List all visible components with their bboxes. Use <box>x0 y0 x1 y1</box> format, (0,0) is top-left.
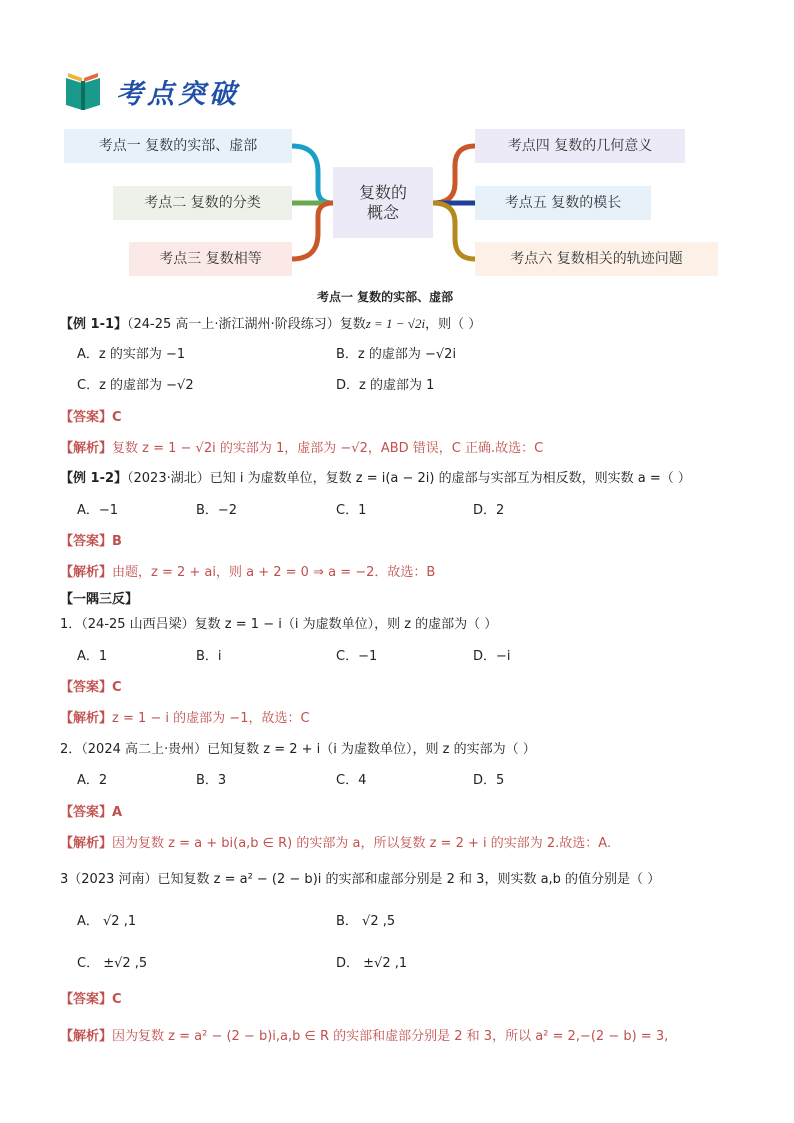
mindmap-topic-4: 考点四 复数的几何意义 <box>475 129 685 163</box>
ex12-analysis-tag: 【解析】 <box>60 565 113 580</box>
mindmap-topic-1: 考点一 复数的实部、虚部 <box>64 129 292 163</box>
ex12-option-c: C．1 <box>336 503 367 518</box>
q3-answer-value: C <box>112 992 122 1007</box>
q1-analysis-tag: 【解析】 <box>60 711 113 726</box>
q2-question: 2．（2024 高二上·贵州）已知复数 z = 2 + i（i 为虚数单位），则 z 的实部为（ ） <box>60 742 536 757</box>
practice-tag: 【一隅三反】 <box>60 592 139 607</box>
ex11-answer-tag: 【答案】 <box>60 410 113 425</box>
ex12-stem: （2023·湖北）已知 i 为虚数单位，复数 z = i(a − 2i) 的虚部与实部互为相反数，则实数 a =（ ） <box>127 471 691 486</box>
mindmap-topic-6: 考点六 复数相关的轨迹问题 <box>475 242 718 276</box>
q1-question: 1．（24-25 山西吕梁）复数 z = 1 − i（i 为虚数单位），则 z 的虚部为（ ） <box>60 617 498 632</box>
mindmap-topic-2: 考点二 复数的分类 <box>113 186 292 220</box>
mindmap-topic-5: 考点五 复数的模长 <box>475 186 651 220</box>
q2-analysis <box>60 836 611 852</box>
q1-analysis-text: z = 1 − i 的虚部为 −1，故选：C <box>112 711 310 726</box>
q2-answer-value: A <box>112 805 123 820</box>
ex12-answer-value: B <box>112 534 122 549</box>
q3-option-b: B． √2 ,5 <box>336 914 396 929</box>
ex11-option-b: B．z 的虚部为 −√2i <box>336 347 457 362</box>
q3-analysis-text: 因为复数 z = a² − (2 − b)i,a,b ∈ R 的实部和虚部分别是 2 和 3，所以 a² = 2,−(2 − b) = 3, <box>112 1029 669 1044</box>
ex12-answer-tag: 【答案】 <box>60 534 113 549</box>
q3-question: 3（2023 河南）已知复数 z = a² − (2 − b)i 的实部和虚部分别是 2 和 3，则实数 a,b 的值分别是（ ） <box>60 872 661 887</box>
ex12-answer <box>60 534 122 550</box>
ex11-option-c: C．z 的虚部为 −√2 <box>77 378 194 393</box>
ex12-analysis <box>60 565 435 581</box>
q1-answer <box>60 680 122 696</box>
q2-analysis-tag: 【解析】 <box>60 836 113 851</box>
mindmap-center <box>333 167 433 238</box>
page-title: 考点突破 <box>116 79 240 110</box>
q1-analysis <box>60 711 310 727</box>
ex11-stem: （24-25 高一上·浙江湖州·阶段练习）复数 <box>127 317 366 332</box>
q1-option-b: B．i <box>196 649 222 664</box>
q3-answer <box>60 992 122 1008</box>
q1-option-c: C．−1 <box>336 649 378 664</box>
ex12-question <box>60 471 691 487</box>
mindmap-center-line-2: 概念 <box>366 203 399 222</box>
q2-option-b: B．3 <box>196 773 227 788</box>
ex11-expr: z = 1 − √2i <box>365 316 426 331</box>
ex11-tag: 【例 1-1】 <box>60 317 128 332</box>
q2-option-d: D．5 <box>473 773 505 788</box>
q1-answer-tag: 【答案】 <box>60 680 113 695</box>
ex11-tail: ，则（ ） <box>425 317 482 332</box>
q3-analysis <box>60 1029 668 1045</box>
ex12-analysis-text: 由题，z = 2 + ai，则 a + 2 = 0 ⇒ a = −2．故选：B <box>112 565 436 580</box>
ex11-answer <box>60 410 122 426</box>
section-title: 考点一 复数的实部、虚部 <box>317 290 454 304</box>
q1-option-d: D．−i <box>473 649 511 664</box>
ex11-analysis <box>60 441 543 457</box>
q2-option-a: A．2 <box>77 773 108 788</box>
ex12-option-b: B．−2 <box>196 503 238 518</box>
ex12-tag: 【例 1-2】 <box>60 471 128 486</box>
q2-analysis-text: 因为复数 z = a + bi(a,b ∈ R) 的实部为 a，所以复数 z = 2 + i 的实部为 2.故选：A. <box>112 836 612 851</box>
q2-answer <box>60 805 122 821</box>
ex11-analysis-text: 复数 z = 1 − √2i 的实部为 1，虚部为 −√2，ABD 错误，C 正确.故选：C <box>112 441 544 456</box>
q3-analysis-tag: 【解析】 <box>60 1029 113 1044</box>
q3-option-d: D． ±√2 ,1 <box>336 956 408 971</box>
ex11-option-a: A．z 的实部为 −1 <box>77 347 186 362</box>
ex11-option-d: D．z 的虚部为 1 <box>336 378 435 393</box>
q1-option-a: A．1 <box>77 649 108 664</box>
ex12-option-a: A．−1 <box>77 503 119 518</box>
ex11-answer-value: C <box>112 410 122 425</box>
q3-answer-tag: 【答案】 <box>60 992 113 1007</box>
ex11-question <box>60 316 481 333</box>
mindmap-center-line-1: 复数的 <box>358 183 407 202</box>
mindmap-topic-3: 考点三 复数相等 <box>129 242 292 276</box>
q2-option-c: C．4 <box>336 773 367 788</box>
ex11-analysis-tag: 【解析】 <box>60 441 113 456</box>
q3-option-c: C． ±√2 ,5 <box>77 956 148 971</box>
q3-option-a: A． √2 ,1 <box>77 914 137 929</box>
q1-answer-value: C <box>112 680 122 695</box>
ex12-option-d: D．2 <box>473 503 505 518</box>
q2-answer-tag: 【答案】 <box>60 805 113 820</box>
